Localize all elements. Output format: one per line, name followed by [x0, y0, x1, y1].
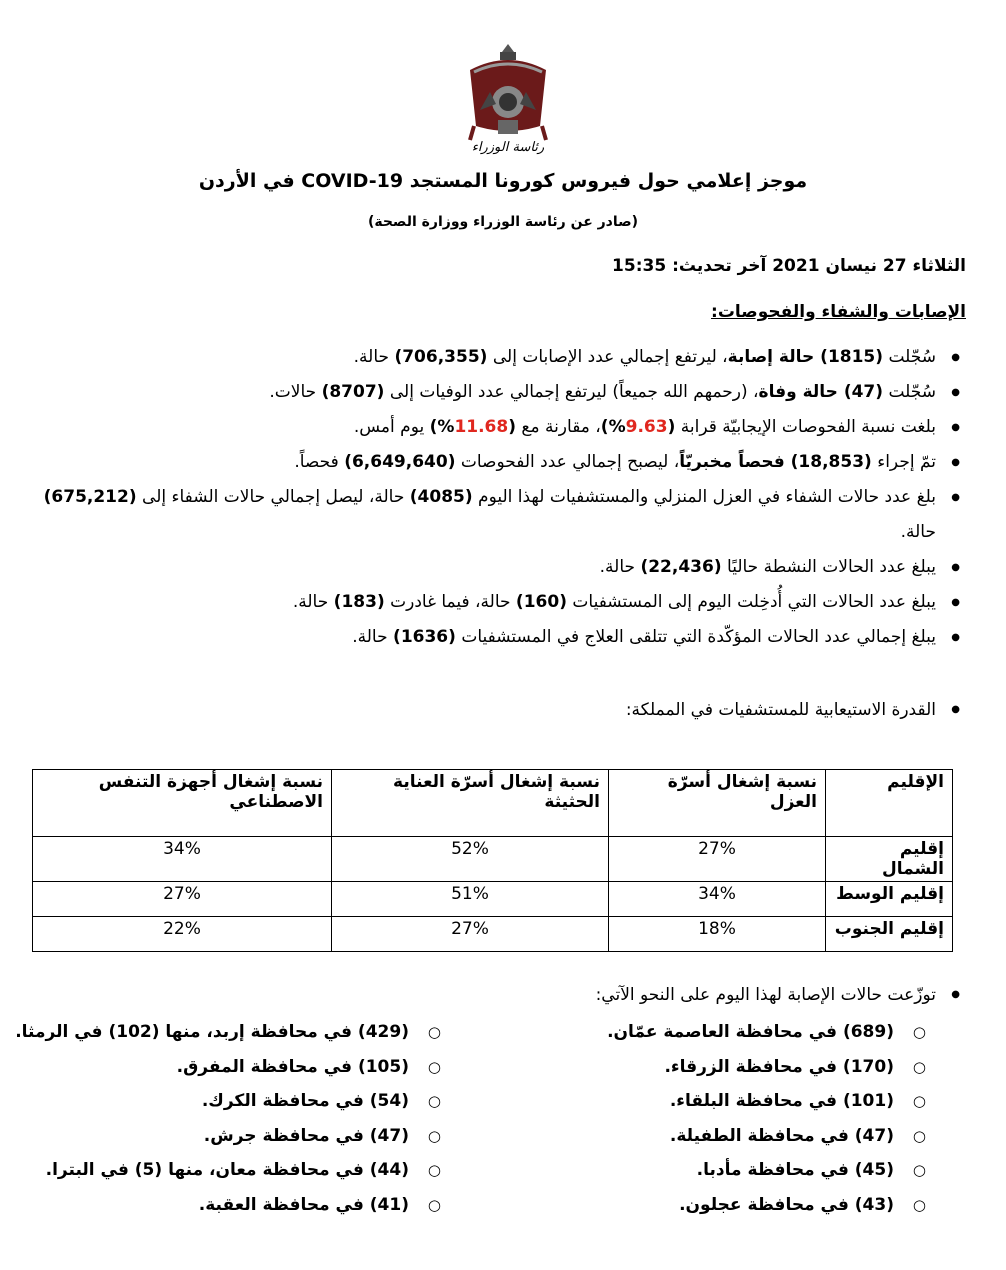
cell-ventilators: 27%: [33, 882, 332, 917]
list-item: ○ (429) في محافظة إربد، منها (102) في الرمثا.: [1, 1015, 441, 1050]
page-subtitle: (صادر عن رئاسة الوزراء ووزارة الصحة): [367, 214, 639, 230]
list-item: ○ (105) في محافظة المفرق.: [1, 1050, 441, 1085]
list-item: ○ (47) في محافظة جرش.: [1, 1119, 441, 1154]
stats-list: [36, 340, 966, 655]
cell-isolation: 18%: [609, 917, 826, 952]
list-item: ○ (45) في محافظة مأدبا.: [566, 1153, 926, 1188]
table-row: [33, 837, 953, 882]
capacity-table: [32, 769, 953, 952]
dateline: الثلاثاء 27 نيسان 2021 آخر تحديث: 15:35: [612, 256, 966, 276]
list-item-tests: ● تمّ إجراء (18,853) فحصاً مخبريّاً، ليصبح إجمالي عدد الفحوصات (6,649,640) فحصاً.: [36, 445, 966, 480]
distribution-list-right: [566, 1015, 926, 1222]
distribution-intro: ● توزّعت حالات الإصابة لهذا اليوم على النحو الآتي:: [596, 985, 966, 1005]
list-item: ○ (689) في محافظة العاصمة عمّان.: [566, 1015, 926, 1050]
jordan-coat-of-arms-icon: [460, 40, 556, 168]
list-item-hospital-flow: ● يبلغ عدد الحالات التي أُدخِلت اليوم إلى المستشفيات (160) حالة، فيما غادرت (183) حالة.: [36, 585, 966, 620]
capacity-intro: ● القدرة الاستيعابية للمستشفيات في المملكة:: [626, 700, 966, 720]
cell-region: إقليم الشمال: [826, 837, 953, 882]
list-item-hospitalized: ● يبلغ إجمالي عدد الحالات المؤكّدة التي تتلقى العلاج في المستشفيات (1636) حالة.: [36, 620, 966, 655]
header-icu: نسبة إشغال أسرّة العناية الحثيثة: [332, 770, 609, 837]
section-heading: الإصابات والشفاء والفحوصات:: [711, 302, 966, 322]
header-isolation: نسبة إشغال أسرّة العزل: [609, 770, 826, 837]
emblem-caption: رئاسة الوزراء: [471, 140, 545, 155]
cell-region: إقليم الوسط: [826, 882, 953, 917]
list-item-positivity: ● بلغت نسبة الفحوصات الإيجابيّة قرابة (9.63%)، مقارنة مع (11.68%) يوم أمس.: [36, 410, 966, 445]
list-item: ○ (43) في محافظة عجلون.: [566, 1188, 926, 1223]
list-item: ○ (54) في محافظة الكرك.: [1, 1084, 441, 1119]
cell-ventilators: 34%: [33, 837, 332, 882]
cell-region: إقليم الجنوب: [826, 917, 953, 952]
cell-isolation: 27%: [609, 837, 826, 882]
list-item-cases: ● سُجّلت (1815) حالة إصابة، ليرتفع إجمالي عدد الإصابات إلى (706,355) حالة.: [36, 340, 966, 375]
cell-ventilators: 22%: [33, 917, 332, 952]
list-item-active: ● يبلغ عدد الحالات النشطة حاليًا (22,436) حالة.: [36, 550, 966, 585]
header-region: الإقليم: [826, 770, 953, 837]
list-item: ○ (44) في محافظة معان، منها (5) في البترا.: [1, 1153, 441, 1188]
cell-icu: 52%: [332, 837, 609, 882]
list-item: ○ (41) في محافظة العقبة.: [1, 1188, 441, 1223]
list-item-recoveries: ● بلغ عدد حالات الشفاء في العزل المنزلي والمستشفيات لهذا اليوم (4085) حالة، ليصل إجمالي حالات الشفاء إلى (675,212) حالة.: [36, 480, 966, 550]
cell-icu: 27%: [332, 917, 609, 952]
list-item: ○ (170) في محافظة الزرقاء.: [566, 1050, 926, 1085]
cell-icu: 51%: [332, 882, 609, 917]
header-ventilators: نسبة إشغال أجهزة التنفس الاصطناعي: [33, 770, 332, 837]
table-row: [33, 882, 953, 917]
list-item: ○ (47) في محافظة الطفيلة.: [566, 1119, 926, 1154]
table-row: [33, 917, 953, 952]
distribution-list-left: [1, 1015, 441, 1222]
page-title: موجز إعلامي حول فيروس كورونا المستجد COVID-19 في الأردن: [198, 170, 808, 192]
cell-isolation: 34%: [609, 882, 826, 917]
list-item: ○ (101) في محافظة البلقاء.: [566, 1084, 926, 1119]
list-item-deaths: ● سُجّلت (47) حالة وفاة، (رحمهم الله جميعاً) ليرتفع إجمالي عدد الوفيات إلى (8707) حالات.: [36, 375, 966, 410]
table-header-row: [33, 770, 953, 837]
